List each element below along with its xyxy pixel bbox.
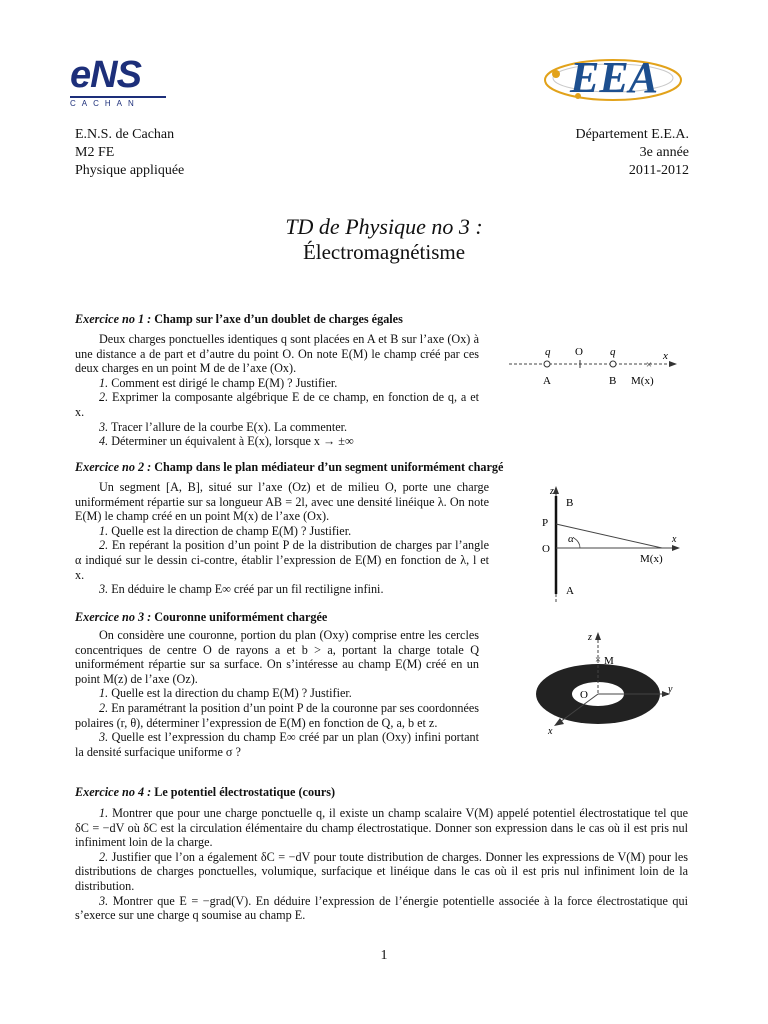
exercise-4-label: Exercice no 4 : xyxy=(75,785,152,799)
fig1-label-x: x xyxy=(663,350,668,362)
header-subject: Physique appliquée xyxy=(75,163,185,178)
fig3-label-z: z xyxy=(588,632,592,643)
exercise-3-item-1: 1. Quelle est la direction du champ E(M) ? Justifier. xyxy=(99,686,352,701)
fig2-label-a: A xyxy=(566,585,574,597)
header-right xyxy=(575,126,689,180)
exercise-2-intro: Un segment [A, B], situé sur l’axe (Oz) et de milieu O, porte une charge uniformément répartie sur sa longueur AB = 2l, avec une densité linéique λ. On note E(M) le champ créé en un point M(x) de l’axe (Ox). xyxy=(75,480,489,524)
fig1-label-o: O xyxy=(575,346,583,358)
page-subtitle: Électromagnétisme xyxy=(302,240,466,264)
fig2-label-alpha: α xyxy=(568,533,574,545)
fig1-label-q2: q xyxy=(610,346,616,358)
exercise-3-item-2: 2. En paramétrant la position d’un point P de la couronne par ses coordonnées polaires (r, θ), déterminer l’expression de E(M) en fonction de Q, a, b et z. xyxy=(75,700,480,730)
fig2-label-m: M(x) xyxy=(640,553,663,565)
exercise-3-intro: On considère une couronne, portion du plan (Oxy) comprise entre les cercles concentriques de centre O de rayons a et b > a, portant la charge totale Q uniformément répartie sur sa surface. On s’intéresse au champ E(M) créé en un point M(z) de l’axe (Oz). xyxy=(75,628,479,686)
header-year-level: 3e année xyxy=(639,145,689,160)
exercise-2-label: Exercice no 2 : xyxy=(75,460,152,474)
page-title: TD de Physique no 3 : xyxy=(285,214,483,239)
header-department: Département E.E.A. xyxy=(575,127,689,142)
fig1-label-b: B xyxy=(609,375,617,387)
exercise-4-item-3: 3. Montrer que E = −grad(V). En déduire l’expression de l’énergie potentielle associée à la force électrostatique qui s’exerce sur une charge q soumise au champ E. xyxy=(75,893,689,923)
exercise-4-item-2: 2. Justifier que l’on a également δC = −dV pour toute distribution de charges. Donner les expressions de V(M) pour les distributions de charges ponctuelles, volumique, surfacique et linéique dans le cas où il est pris nul infiniment loin de la distribution. xyxy=(75,849,688,893)
exercise-3-item-3: 3. Quelle est l’expression du champ E∞ créé par un plan (Oxy) infini portant la densité surfacique uniforme σ ? xyxy=(75,730,480,759)
exercise-3-title: Couronne uniformément chargée xyxy=(154,610,328,624)
header-left xyxy=(75,126,184,180)
exercise-1-label: Exercice no 1 : xyxy=(75,312,152,326)
svg-text:×: × xyxy=(594,654,602,666)
fig2-label-z: z xyxy=(550,486,554,497)
fig2-label-o: O xyxy=(542,543,550,555)
exercise-4-text xyxy=(75,806,688,923)
exercise-2-item-3: 3. En déduire le champ E∞ créé par un fil rectiligne infini. xyxy=(99,582,384,597)
exercise-1-item-4: 4. Déterminer un équivalent à E(x), lorsque x → ±∞ xyxy=(99,434,354,449)
exercise-1-item-3: 3. Tracer l’allure de la courbe E(x). La commenter. xyxy=(99,419,348,434)
exercise-3-figure xyxy=(530,630,690,740)
exercise-1-item-1: 1. Comment est dirigé le champ E(M) ? Justifier. xyxy=(99,375,338,390)
fig3-label-y: y xyxy=(668,684,673,695)
exercise-2-text xyxy=(75,480,489,597)
exercise-1-figure xyxy=(505,342,685,392)
exercise-2-item-1: 1. Quelle est la direction de champ E(M) ? Justifier. xyxy=(99,523,352,538)
fig3-label-x: x xyxy=(548,726,553,737)
exercise-2-figure xyxy=(536,482,686,608)
eea-logo xyxy=(538,44,688,110)
fig2-label-p: P xyxy=(542,517,549,529)
header-program: M2 FE xyxy=(75,145,115,160)
exercise-1-intro: Deux charges ponctuelles identiques q sont placées en A et B sur l’axe (Ox) à une distance a de part et d’autre du point O. On note E(M) le champ créé par ces deux charges en un point M de de l’axe (Ox). xyxy=(75,332,479,376)
fig2-label-x: x xyxy=(672,534,677,545)
fig1-label-a: A xyxy=(543,375,551,387)
exercise-4-heading xyxy=(75,785,335,800)
exercise-1-title: Champ sur l’axe d’un doublet de charges égales xyxy=(154,312,403,326)
ens-logo-sub: CACHAN xyxy=(70,96,166,108)
fig3-label-m: M xyxy=(604,655,614,667)
exercise-3-text xyxy=(75,628,479,759)
eea-logo-text: EEA xyxy=(570,53,659,102)
exercise-4-title: Le potentiel électrostatique (cours) xyxy=(154,785,336,799)
eea-logo-graphic xyxy=(538,44,688,110)
exercise-1-heading xyxy=(75,312,403,327)
exercise-4-item-1: 1. Montrer que pour une charge ponctuelle q, il existe un champ scalaire V(M) appelé potentiel électrostatique tel que δC = −dV où δC est la circulation élémentaire du champ électrostatique. Donner son expression dans le cas où il est pris nul infiniment loin de la charge. xyxy=(75,806,689,850)
exercise-3-heading xyxy=(75,610,327,625)
exercise-1-text xyxy=(75,332,479,449)
header-school: E.N.S. de Cachan xyxy=(75,127,175,142)
exercise-2-heading xyxy=(75,460,503,475)
fig1-label-m: M(x) xyxy=(631,375,654,387)
exercise-3-label: Exercice no 3 : xyxy=(75,610,152,624)
exercise-2-item-2: 2. En repérant la position d’un point P de la distribution de charges par l’angle α indiqué sur le dessin ci-contre, établir l’expression de E(M) en fonction de λ, l et x. xyxy=(75,538,490,582)
exercise-2-title: Champ dans le plan médiateur d’un segment uniformément chargé xyxy=(154,460,504,474)
page-number: 1 xyxy=(380,948,388,963)
fig3-label-o: O xyxy=(580,689,588,701)
exercise-1-item-2: 2. Exprimer la composante algébrique E de ce champ, en fonction de q, a et x. xyxy=(75,390,480,419)
svg-text:×: × xyxy=(645,359,653,371)
fig2-label-b: B xyxy=(566,497,574,509)
ens-logo-text: eNS xyxy=(70,54,141,96)
fig1-label-q1: q xyxy=(545,346,551,358)
ens-logo xyxy=(70,56,166,108)
header-academic-year: 2011-2012 xyxy=(628,163,689,178)
